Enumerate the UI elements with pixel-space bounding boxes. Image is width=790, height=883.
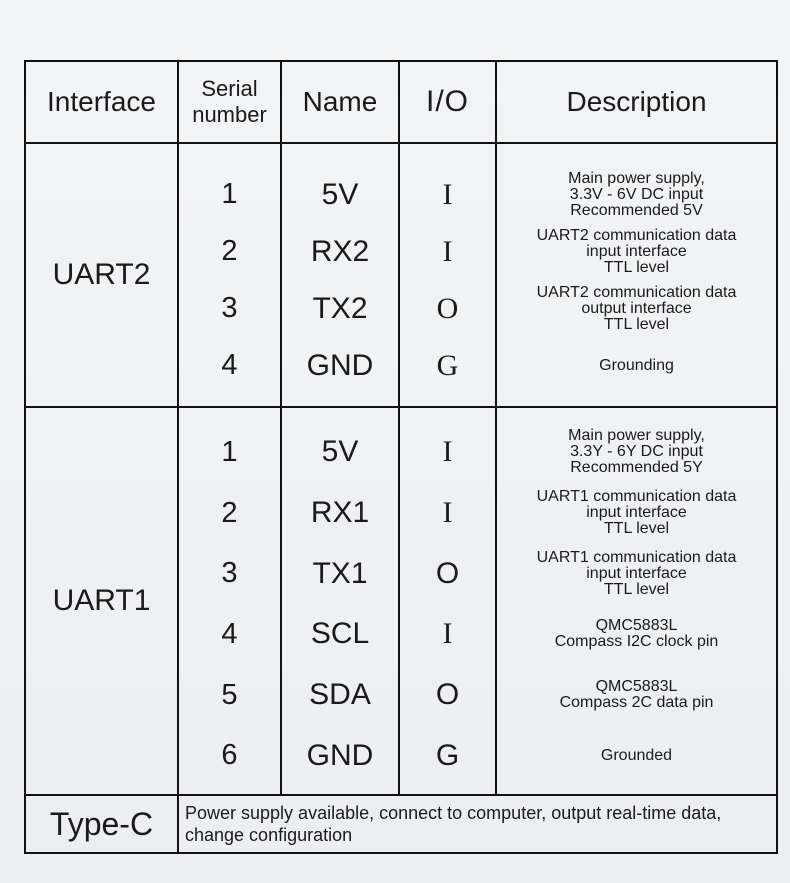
serial-column: [178, 143, 281, 407]
io-type: O: [435, 556, 460, 590]
description-column: [496, 143, 777, 407]
header-serial-number: Serial number: [178, 61, 281, 143]
pin-description: Grounding: [599, 356, 674, 374]
type-c-description: Power supply available, connect to computer, output real-time data, change configuration: [178, 795, 777, 853]
serial-number: 4: [221, 617, 238, 650]
pin-description: UART2 communication data input interface TTL level: [536, 226, 737, 276]
io-type: I: [442, 435, 453, 469]
io-type: G: [436, 348, 459, 382]
serial-number: 2: [221, 496, 238, 529]
group-uart2: [25, 143, 777, 407]
io-type: I: [442, 177, 453, 211]
pin-table: [24, 60, 778, 854]
io-column: [399, 407, 496, 795]
serial-number: 3: [221, 292, 238, 324]
footer-row: [25, 795, 777, 853]
group-uart1: [25, 407, 777, 795]
serial-number: 6: [221, 739, 238, 772]
serial-number: 1: [221, 178, 238, 210]
pin-description: QMC5883L Compass I2C clock pin: [554, 617, 719, 651]
pin-description: UART2 communication data output interface TTL level: [536, 283, 737, 333]
header-description: Description: [496, 61, 777, 143]
io-type: G: [435, 738, 460, 772]
pin-name: TX2: [312, 291, 368, 325]
header-io: I/O: [399, 61, 496, 143]
pin-description: UART1 communication data input interface TTL level: [536, 548, 737, 598]
io-type: O: [435, 678, 460, 712]
interface-label-uart2: UART2: [25, 143, 178, 407]
io-type: I: [442, 234, 453, 268]
pin-name: RX2: [310, 234, 370, 268]
io-type: O: [436, 291, 459, 325]
header-name: Name: [281, 61, 399, 143]
pin-description: Main power supply, 3.3Y - 6Y DC input Recommended 5Y: [568, 427, 705, 477]
pin-name: GND: [306, 348, 374, 382]
serial-number: 4: [221, 349, 238, 381]
interface-label-type-c: Type-C: [25, 795, 178, 853]
pin-name: TX1: [312, 556, 368, 590]
interface-label-uart1: UART1: [25, 407, 178, 795]
serial-number: 1: [221, 435, 238, 468]
serial-number: 5: [221, 678, 238, 711]
io-type: I: [442, 496, 453, 529]
pin-name: GND: [306, 738, 374, 772]
serial-number: 2: [221, 235, 238, 267]
pin-name: SDA: [309, 678, 371, 712]
pin-description: UART1 communication data input interface TTL level: [536, 488, 737, 537]
pin-description: Grounded: [600, 746, 673, 764]
io-type: I: [442, 617, 453, 651]
pin-description: Main power supply, 3.3V - 6V DC input Recommended 5V: [568, 169, 705, 219]
io-column: [399, 143, 496, 407]
pin-name: SCL: [310, 617, 370, 651]
name-column: [281, 407, 399, 795]
description-column: [496, 407, 777, 795]
pin-description: QMC5883L Compass 2C data pin: [559, 678, 714, 712]
pin-name: RX1: [310, 496, 370, 529]
serial-number: 3: [221, 557, 238, 590]
name-column: [281, 143, 399, 407]
header-row: [25, 61, 777, 143]
serial-column: [178, 407, 281, 795]
pin-name: 5V: [321, 177, 359, 211]
pin-name: 5V: [321, 435, 359, 469]
header-interface: Interface: [25, 61, 178, 143]
